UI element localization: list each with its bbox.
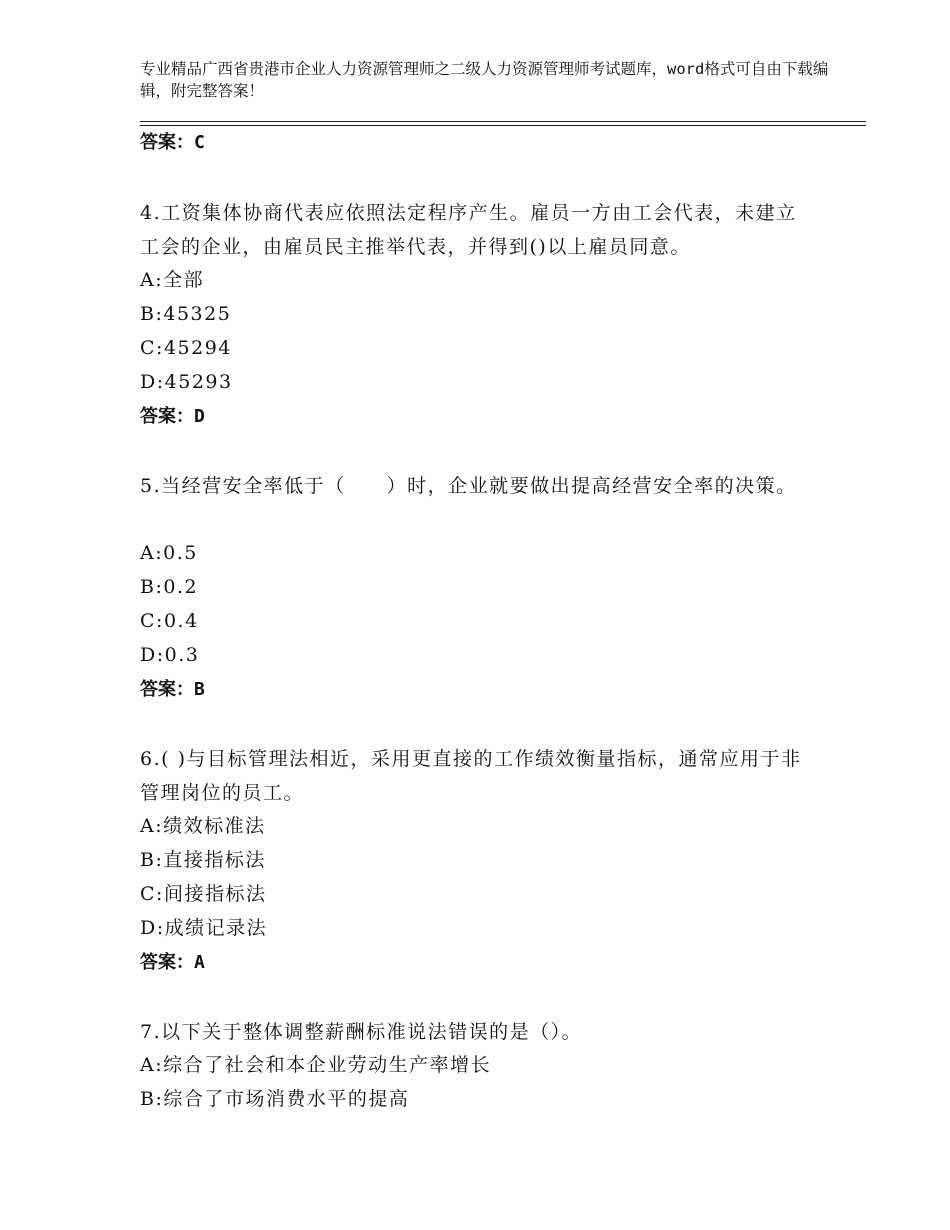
question-4-option-a bbox=[140, 268, 204, 292]
previous-answer bbox=[140, 131, 205, 155]
option-key: B bbox=[140, 303, 156, 325]
header-rule-bottom bbox=[140, 125, 866, 126]
option-separator: : bbox=[155, 815, 164, 837]
answer-label: 答案： bbox=[140, 679, 194, 700]
question-6-option-c bbox=[140, 882, 266, 906]
question-6-option-b bbox=[140, 848, 266, 872]
question-4: 4.工资集体协商代表应依照法定程序产生。雇员一方由工会代表，未建立工会的企业，由雇员民主推举代表，并得到()以上雇员同意。 bbox=[140, 202, 797, 258]
option-separator: : bbox=[156, 610, 164, 632]
option-separator: : bbox=[155, 849, 164, 871]
question-4-option-c bbox=[140, 336, 232, 360]
question-7-option-b bbox=[140, 1087, 409, 1111]
option-text: 成绩记录法 bbox=[164, 917, 268, 939]
option-text: 45325 bbox=[163, 303, 232, 325]
answer-value: A bbox=[194, 952, 205, 973]
answer-label: 答案： bbox=[140, 952, 194, 973]
question-6-answer bbox=[140, 951, 205, 975]
question-7: 7.以下关于整体调整薪酬标准说法错误的是（）。 bbox=[140, 1021, 583, 1043]
question-5-option-c bbox=[140, 609, 199, 633]
question-6-option-d bbox=[140, 916, 267, 940]
question-4-option-b bbox=[140, 302, 231, 326]
option-text: 0.5 bbox=[163, 542, 198, 564]
option-text: 综合了社会和本企业劳动生产率增长 bbox=[163, 1054, 492, 1076]
option-key: D bbox=[140, 371, 157, 393]
question-6-option-a bbox=[140, 814, 266, 838]
question-5-answer bbox=[140, 678, 205, 702]
option-text: 综合了市场消费水平的提高 bbox=[163, 1088, 410, 1110]
option-key: D bbox=[140, 644, 157, 666]
question-7-option-a bbox=[140, 1053, 491, 1077]
option-separator: : bbox=[155, 576, 164, 598]
option-separator: : bbox=[156, 371, 165, 393]
option-text: 间接指标法 bbox=[163, 883, 267, 905]
question-4-answer bbox=[140, 405, 205, 429]
document-header: 专业精品广西省贵港市企业人力资源管理师之二级人力资源管理师考试题库，word格式可自由下载编辑，附完整答案！ bbox=[140, 60, 829, 100]
answer-value: D bbox=[194, 406, 205, 427]
option-key: D bbox=[140, 917, 157, 939]
answer-value: C bbox=[194, 132, 205, 153]
question-4-option-d bbox=[140, 370, 233, 394]
option-key: B bbox=[140, 1088, 156, 1110]
option-separator: : bbox=[155, 542, 164, 564]
option-separator: : bbox=[156, 917, 165, 939]
option-text: 0.2 bbox=[163, 576, 199, 598]
option-text: 0.4 bbox=[163, 610, 199, 632]
option-text: 0.3 bbox=[164, 644, 200, 666]
question-5: 5.当经营安全率低于（ ）时，企业就要做出提高经营安全率的决策。 bbox=[140, 475, 797, 497]
question-5-option-b bbox=[140, 575, 198, 599]
option-separator: : bbox=[155, 1088, 164, 1110]
question-5-option-a bbox=[140, 541, 198, 565]
option-key: C bbox=[140, 610, 157, 632]
option-key: C bbox=[140, 337, 157, 359]
option-text: 直接指标法 bbox=[163, 849, 266, 871]
option-separator: : bbox=[156, 644, 165, 666]
option-key: B bbox=[140, 849, 156, 871]
answer-label: 答案： bbox=[140, 132, 194, 153]
option-separator: : bbox=[155, 303, 164, 325]
option-key: A bbox=[140, 269, 156, 291]
answer-label: 答案： bbox=[140, 406, 194, 427]
option-separator: : bbox=[155, 269, 164, 291]
option-key: A bbox=[140, 542, 156, 564]
question-6: 6.( )与目标管理法相近，采用更直接的工作绩效衡量指标，通常应用于非管理岗位的员工。 bbox=[140, 748, 802, 804]
option-text: 45294 bbox=[163, 337, 232, 359]
answer-value: B bbox=[194, 679, 205, 700]
option-key: C bbox=[140, 883, 157, 905]
option-separator: : bbox=[156, 337, 164, 359]
option-separator: : bbox=[156, 883, 164, 905]
option-key: A bbox=[140, 815, 156, 837]
option-key: A bbox=[140, 1054, 156, 1076]
header-rule-top bbox=[140, 121, 866, 122]
option-key: B bbox=[140, 576, 156, 598]
option-text: 45293 bbox=[164, 371, 233, 393]
question-5-option-d bbox=[140, 643, 199, 667]
option-text: 全部 bbox=[163, 269, 205, 291]
option-text: 绩效标准法 bbox=[163, 815, 266, 837]
option-separator: : bbox=[155, 1054, 164, 1076]
